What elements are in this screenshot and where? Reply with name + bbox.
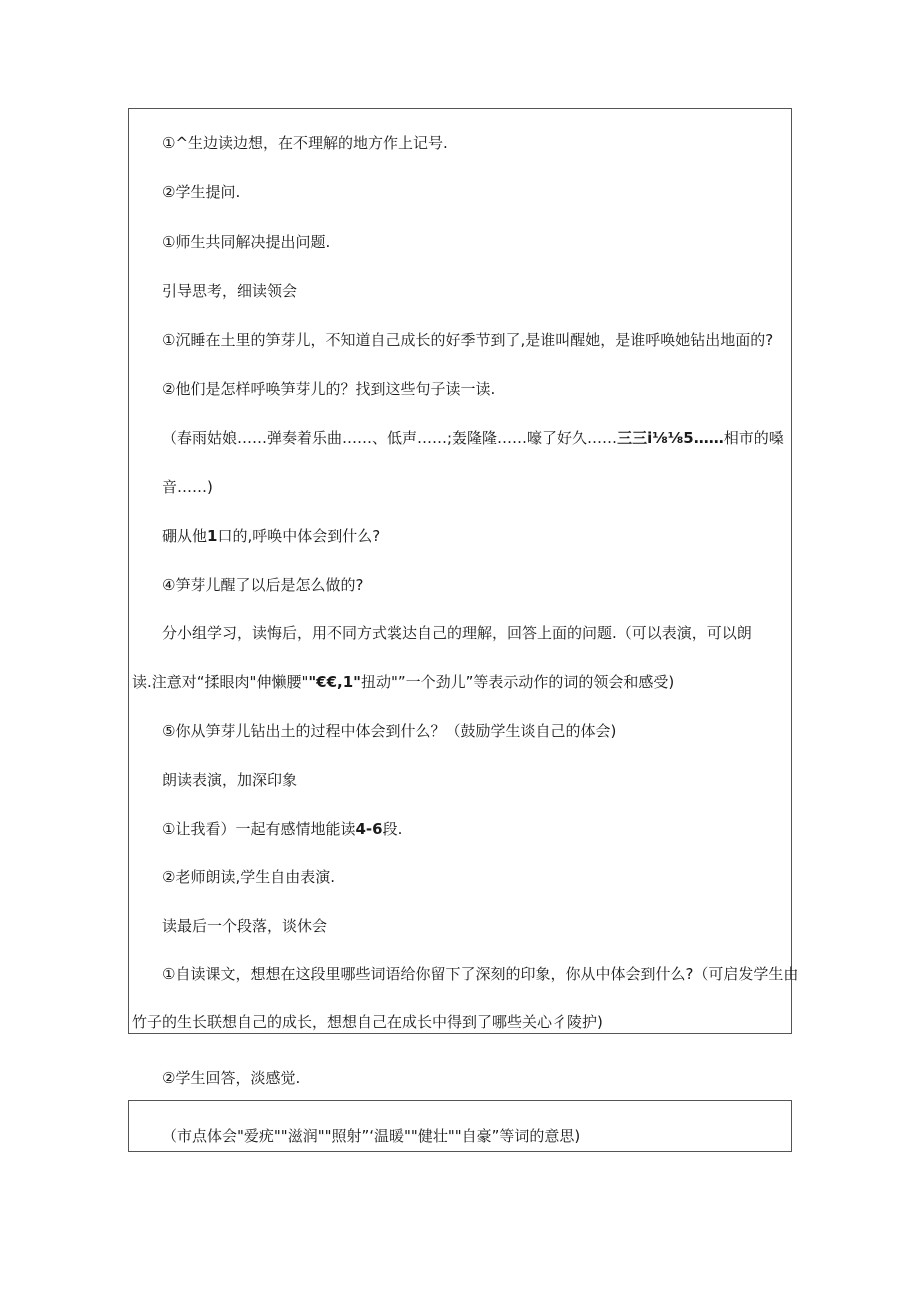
- text-line-21: （市点体会"爱疣""滋润""照射”‘温暖""健壮""自豪”等词的意思): [162, 1127, 581, 1145]
- section-heading-3: 读最后一个段落，谈休会: [162, 917, 328, 935]
- text-line-9-part-1: 硼从他: [162, 527, 208, 545]
- text-line-7-part-1: （春雨姑娘……弹奏着乐曲……、低声……;轰隆隆……嚎了好久……: [162, 429, 618, 447]
- text-line-15-part-2: 段.: [382, 820, 403, 838]
- text-line-6: ②他们是怎样呼唤笋芽儿的？找到这些句子读一读.: [162, 380, 496, 398]
- text-line-3: ①师生共同解决提出问题.: [162, 233, 331, 251]
- text-line-1: ①^生边读边想，在不理解的地方作上记号.: [162, 134, 448, 152]
- text-line-12-bold: "€€,1": [308, 673, 361, 691]
- text-line-10: ④笋芽儿醒了以后是怎么做的?: [162, 576, 364, 594]
- text-line-7: [162, 428, 784, 448]
- text-line-11: 分小组学习，读悔后，用不同方式裳达自己的理解，回答上面的问题.（可以表演，可以朗: [162, 624, 752, 642]
- text-line-13: ⑤你从笋芽儿钻出土的过程中体会到什么？（鼓励学生谈自己的体会): [162, 722, 617, 740]
- text-line-15-part-1: ①让我看）一起有感情地能读: [162, 820, 356, 838]
- text-line-7-bold: 三三i⅛⅛5……: [617, 429, 724, 447]
- text-line-15-bold: 4-6: [355, 820, 383, 838]
- text-line-9-part-2: 口的,呼唤中体会到什么?: [217, 527, 381, 545]
- text-line-15: [162, 819, 402, 839]
- text-line-2: ②学生提问.: [162, 183, 241, 201]
- text-line-16: ②老师朗读,学生自由表演.: [162, 868, 335, 886]
- text-line-12: [132, 672, 674, 692]
- text-line-12-part-1: 读.注意对“揉眼肉"伸懒腰": [132, 673, 309, 691]
- text-line-8: 音……): [162, 478, 213, 496]
- text-line-12-part-2: 扭动"”一个劲儿”等表示动作的词的领会和感受): [360, 673, 675, 691]
- text-line-5: ①沉睡在土里的笋芽儿，不知道自己成长的好季节到了,是谁叫醒她，是谁呼唤她钻出地面的?: [162, 331, 774, 349]
- text-line-20: ②学生回答，淡感觉.: [162, 1069, 301, 1087]
- section-heading-2: 朗读表演，加深印象: [162, 771, 298, 789]
- text-line-7-part-2: 相市的嗓: [723, 429, 784, 447]
- text-line-18: ①自读课文，想想在这段里哪些词语给你留下了深刻的印象，你从中体会到什么?（可启发学生由: [162, 965, 799, 983]
- text-line-9: [162, 526, 380, 546]
- text-line-9-bold: 1: [207, 527, 218, 545]
- text-line-19: 竹子的生长联想自己的成长，想想自己在成长中得到了哪些关心彳陵护): [132, 1013, 603, 1031]
- section-heading-1: 引导思考，细读领会: [162, 282, 298, 300]
